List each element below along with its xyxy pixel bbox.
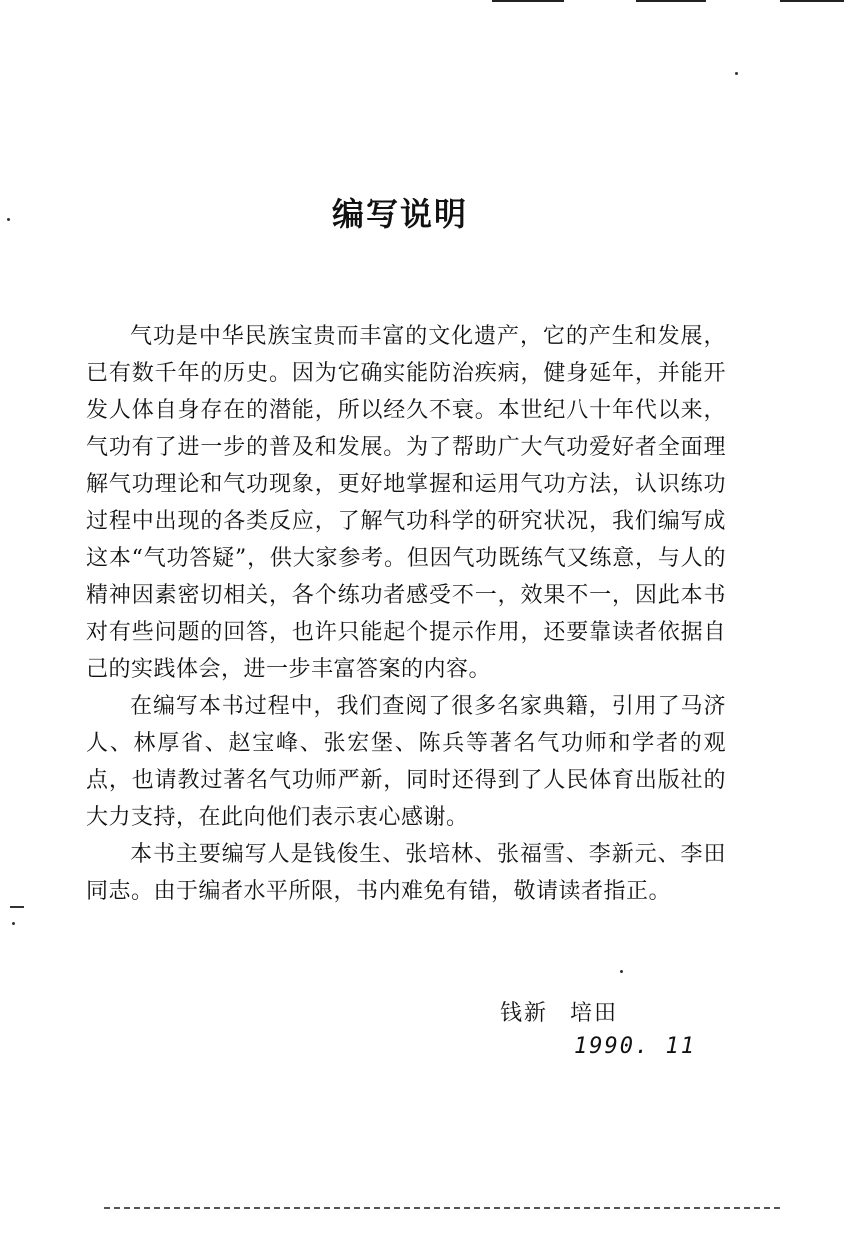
signature-part-1: 钱新 (500, 1001, 549, 1026)
scan-speck (10, 906, 24, 908)
bottom-rule (104, 1207, 780, 1209)
signature-part-2: 培田 (570, 1001, 619, 1026)
top-rule (492, 0, 564, 2)
top-rule (636, 0, 706, 2)
signature (500, 996, 618, 1027)
scan-speck (620, 970, 623, 973)
document-body (86, 318, 726, 910)
paragraph-acknowledgements: 在编写本书过程中，我们查阅了很多名家典籍，引用了马济人、林厚省、赵宝峰、张宏堡、陈兵等著名气功师和学者的观点，也请教过著名气功师严新，同时还得到了人民体育出版社的大力支持，在此向他们表示衷心感谢。 (86, 694, 726, 830)
scan-speck (12, 922, 15, 925)
paragraph-authors: 本书主要编写人是钱俊生、张培林、张福雪、李新元、李田同志。由于编者水平所限，书内难免有错，敬请读者指正。 (86, 842, 726, 904)
paragraph-intro: 气功是中华民族宝贵而丰富的文化遗产，它的产生和发展，已有数千年的历史。因为它确实能防治疾病，健身延年，并能开发人体自身存在的潜能，所以经久不衰。本世纪八十年代以来，气功有了进一步的普及和发展。为了帮助广大气功爱好者全面理解气功理论和气功现象，更好地掌握和运用气功方法，认识练功过程中出现的各类反应，了解气功科学的研究状况，我们编写成这本“气功答疑”，供大家参考。但因气功既练气又练意，与人的精神因素密切相关，各个练功者感受不一，效果不一，因此本书对有些问题的回答，也许只能起个提示作用，还要靠读者依据自己的实践体会，进一步丰富答案的内容。 (86, 324, 726, 682)
top-rule (780, 0, 844, 2)
document-title: 编写说明 (331, 195, 468, 234)
scan-speck (735, 72, 738, 75)
document-date: 1990. 11 (574, 1034, 696, 1059)
